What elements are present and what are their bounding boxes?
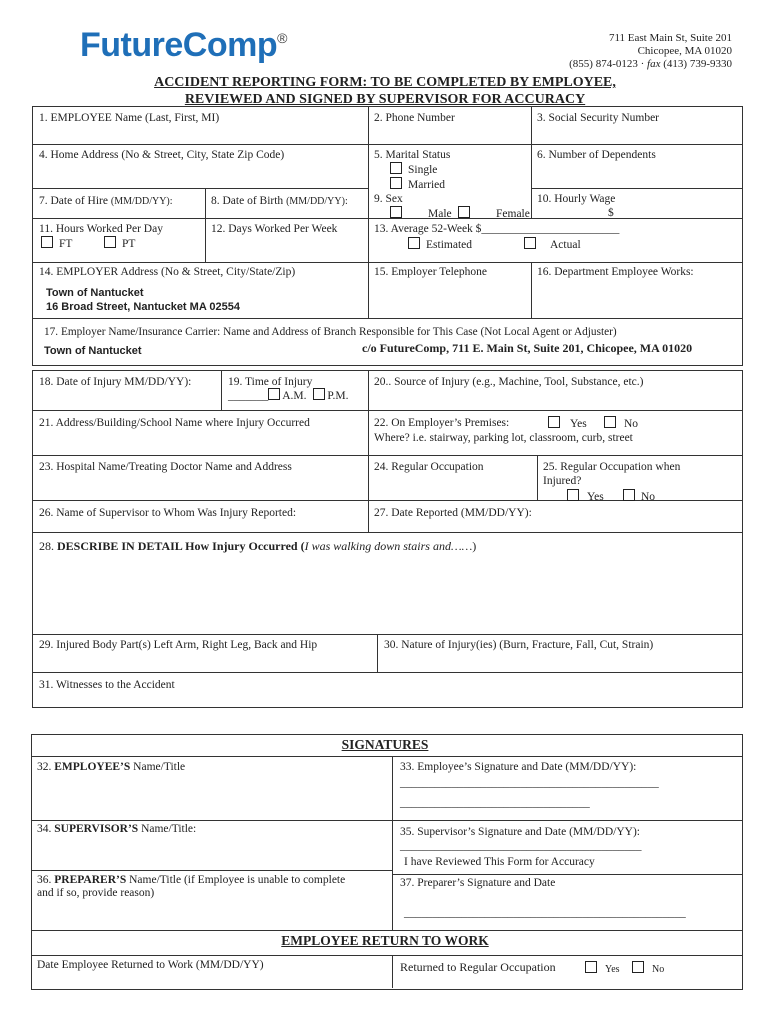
time-of-injury-label: 19. Time of Injury: [228, 376, 313, 388]
home-address-field[interactable]: 4. Home Address (No & Street, City, State Zip Code): [39, 149, 285, 161]
supervisor-review-statement: I have Reviewed This Form for Accuracy: [404, 856, 595, 868]
employee-signature-label: 33. Employee’s Signature and Date (MM/DD/YY):: [400, 761, 637, 773]
actual-checkbox[interactable]: [524, 237, 536, 249]
employee-name-title-field[interactable]: 32. EMPLOYEE’S Name/Title: [37, 761, 186, 773]
phone-fax-line: (855) 874-0123 · fax (413) 739-9330: [569, 58, 732, 70]
premises-no-checkbox[interactable]: [604, 416, 616, 428]
nature-of-injury-field[interactable]: 30. Nature of Injury(ies) (Burn, Fracture, Fall, Cut, Strain): [384, 639, 654, 651]
employer-address-value1[interactable]: Town of Nantucket: [46, 287, 144, 299]
date-returned-field[interactable]: Date Employee Returned to Work (MM/DD/YY): [37, 959, 264, 971]
preparer-reason-label: and if so, provide reason): [37, 887, 155, 899]
dependents-field[interactable]: 6. Number of Dependents: [537, 149, 656, 161]
describe-injury-field[interactable]: 28. DESCRIBE IN DETAIL How Injury Occurred (I was walking down stairs and……): [39, 539, 477, 553]
employer-address-value2[interactable]: 16 Broad Street, Nantucket MA 02554: [46, 301, 240, 313]
occ-no-checkbox[interactable]: [623, 489, 635, 501]
insurance-carrier-value2[interactable]: c/o FutureComp, 711 E. Main St, Suite 201, Chicopee, MA 01020: [362, 341, 693, 355]
date-of-hire-field[interactable]: 7. Date of Hire (MM/DD/YY):: [39, 195, 173, 207]
date-of-birth-field[interactable]: 8. Date of Birth (MM/DD/YY):: [211, 195, 348, 207]
returned-regular-occupation-label: Returned to Regular Occupation: [400, 960, 556, 974]
pm-checkbox[interactable]: [313, 388, 325, 400]
time-of-injury-options[interactable]: _______ A.M. P.M.: [228, 390, 349, 402]
insurance-carrier-value1[interactable]: Town of Nantucket: [44, 345, 142, 357]
am-checkbox[interactable]: [268, 388, 280, 400]
on-premises-no[interactable]: No: [604, 416, 638, 431]
witnesses-field[interactable]: 31. Witnesses to the Accident: [39, 679, 175, 691]
form-title-line1: ACCIDENT REPORTING FORM: TO BE COMPLETED BY EMPLOYEE,: [154, 75, 616, 90]
estimated-checkbox[interactable]: [408, 237, 420, 249]
supervisor-signature-label: 35. Supervisor’s Signature and Date (MM/DD/YY):: [400, 826, 640, 838]
date-reported-field[interactable]: 27. Date Reported (MM/DD/YY):: [374, 507, 532, 519]
pt-option[interactable]: PT: [104, 236, 135, 251]
marital-married-option[interactable]: Married: [390, 177, 445, 192]
address-line1: 711 East Main St, Suite 201: [608, 32, 732, 44]
preparer-name-title-field[interactable]: 36. PREPARER’S Name/Title (if Employee is unable to complete: [37, 874, 346, 886]
source-of-injury-field[interactable]: 20.. Source of Injury (e.g., Machine, Tool, Substance, etc.): [374, 376, 644, 388]
hospital-doctor-field[interactable]: 23. Hospital Name/Treating Doctor Name and Address: [39, 461, 292, 473]
return-no-checkbox[interactable]: [632, 961, 644, 973]
estimated-option[interactable]: Estimated: [408, 237, 472, 252]
occupation-injured-no[interactable]: No: [623, 489, 655, 504]
signatures-title: SIGNATURES: [341, 737, 429, 752]
return-no-option[interactable]: No: [632, 961, 664, 977]
actual-option[interactable]: Actual: [524, 237, 581, 252]
occupation-when-injured-label2: Injured?: [543, 475, 582, 487]
supervisor-signature-line[interactable]: __________________________________________: [400, 840, 642, 852]
employer-telephone-field[interactable]: 15. Employer Telephone: [374, 266, 487, 278]
marital-status-label: 5. Marital Status: [374, 149, 451, 161]
sex-male-option[interactable]: Male: [390, 206, 452, 221]
supervisor-reported-field[interactable]: 26. Name of Supervisor to Whom Was Injury Reported:: [39, 507, 297, 519]
premises-yes-checkbox[interactable]: [548, 416, 560, 428]
department-field[interactable]: 16. Department Employee Works:: [537, 266, 694, 278]
premises-where-field[interactable]: Where? i.e. stairway, parking lot, classroom, curb, street: [374, 432, 633, 444]
occupation-when-injured-label: 25. Regular Occupation when: [543, 461, 681, 473]
hourly-wage-field[interactable]: 10. Hourly Wage: [537, 193, 616, 205]
marital-single-option[interactable]: Single: [390, 162, 437, 177]
phone-number-field[interactable]: 2. Phone Number: [374, 112, 455, 124]
ft-option[interactable]: FT: [41, 236, 72, 251]
return-yes-option[interactable]: Yes: [585, 961, 620, 977]
regular-occupation-field[interactable]: 24. Regular Occupation: [374, 461, 484, 473]
male-checkbox[interactable]: [390, 206, 402, 218]
injured-body-parts-field[interactable]: 29. Injured Body Part(s) Left Arm, Right Leg, Back and Hip: [39, 639, 318, 651]
employer-address-label: 14. EMPLOYER Address (No & Street, City/State/Zip): [39, 266, 296, 278]
pt-checkbox[interactable]: [104, 236, 116, 248]
preparer-signature-line[interactable]: _________________________________________________: [404, 907, 686, 919]
ft-checkbox[interactable]: [41, 236, 53, 248]
futurecomp-logo: FutureComp®: [80, 26, 287, 64]
on-premises-yes[interactable]: Yes: [548, 416, 587, 431]
employee-name-field[interactable]: 1. EMPLOYEE Name (Last, First, MI): [39, 112, 220, 124]
ssn-field[interactable]: 3. Social Security Number: [537, 112, 660, 124]
company-address: [569, 32, 732, 71]
sex-female-option[interactable]: Female: [458, 206, 530, 221]
female-checkbox[interactable]: [458, 206, 470, 218]
on-premises-label: 22. On Employer’s Premises:: [374, 417, 510, 429]
hourly-wage-dollar: $: [608, 207, 614, 219]
hours-per-day-label: 11. Hours Worked Per Day: [39, 223, 163, 235]
employee-signature-line2[interactable]: _________________________________: [400, 797, 590, 809]
return-yes-checkbox[interactable]: [585, 961, 597, 973]
date-of-injury-field[interactable]: 18. Date of Injury MM/DD/YY):: [39, 376, 192, 388]
occupation-injured-yes[interactable]: Yes: [567, 489, 604, 504]
supervisor-name-title-field[interactable]: 34. SUPERVISOR’S Name/Title:: [37, 823, 197, 835]
married-checkbox[interactable]: [390, 177, 402, 189]
return-to-work-title: EMPLOYEE RETURN TO WORK: [281, 933, 489, 948]
employee-signature-line1[interactable]: _____________________________________________: [400, 777, 659, 789]
address-line2: Chicopee, MA 01020: [637, 45, 732, 57]
average-52-week-field[interactable]: 13. Average 52-Week $________________________: [374, 223, 620, 235]
insurance-carrier-label: 17. Employer Name/Insurance Carrier: Name and Address of Branch Responsible for This Case (Not Local Agent or Adjuster): [44, 326, 617, 338]
occ-yes-checkbox[interactable]: [567, 489, 579, 501]
days-per-week-field[interactable]: 12. Days Worked Per Week: [211, 223, 338, 235]
preparer-signature-label: 37. Preparer’s Signature and Date: [400, 877, 556, 889]
sex-label: 9. Sex: [374, 193, 403, 205]
form-title-line2: REVIEWED AND SIGNED BY SUPERVISOR FOR ACCURACY: [184, 92, 586, 107]
single-checkbox[interactable]: [390, 162, 402, 174]
injury-location-field[interactable]: 21. Address/Building/School Name where Injury Occurred: [39, 417, 310, 429]
